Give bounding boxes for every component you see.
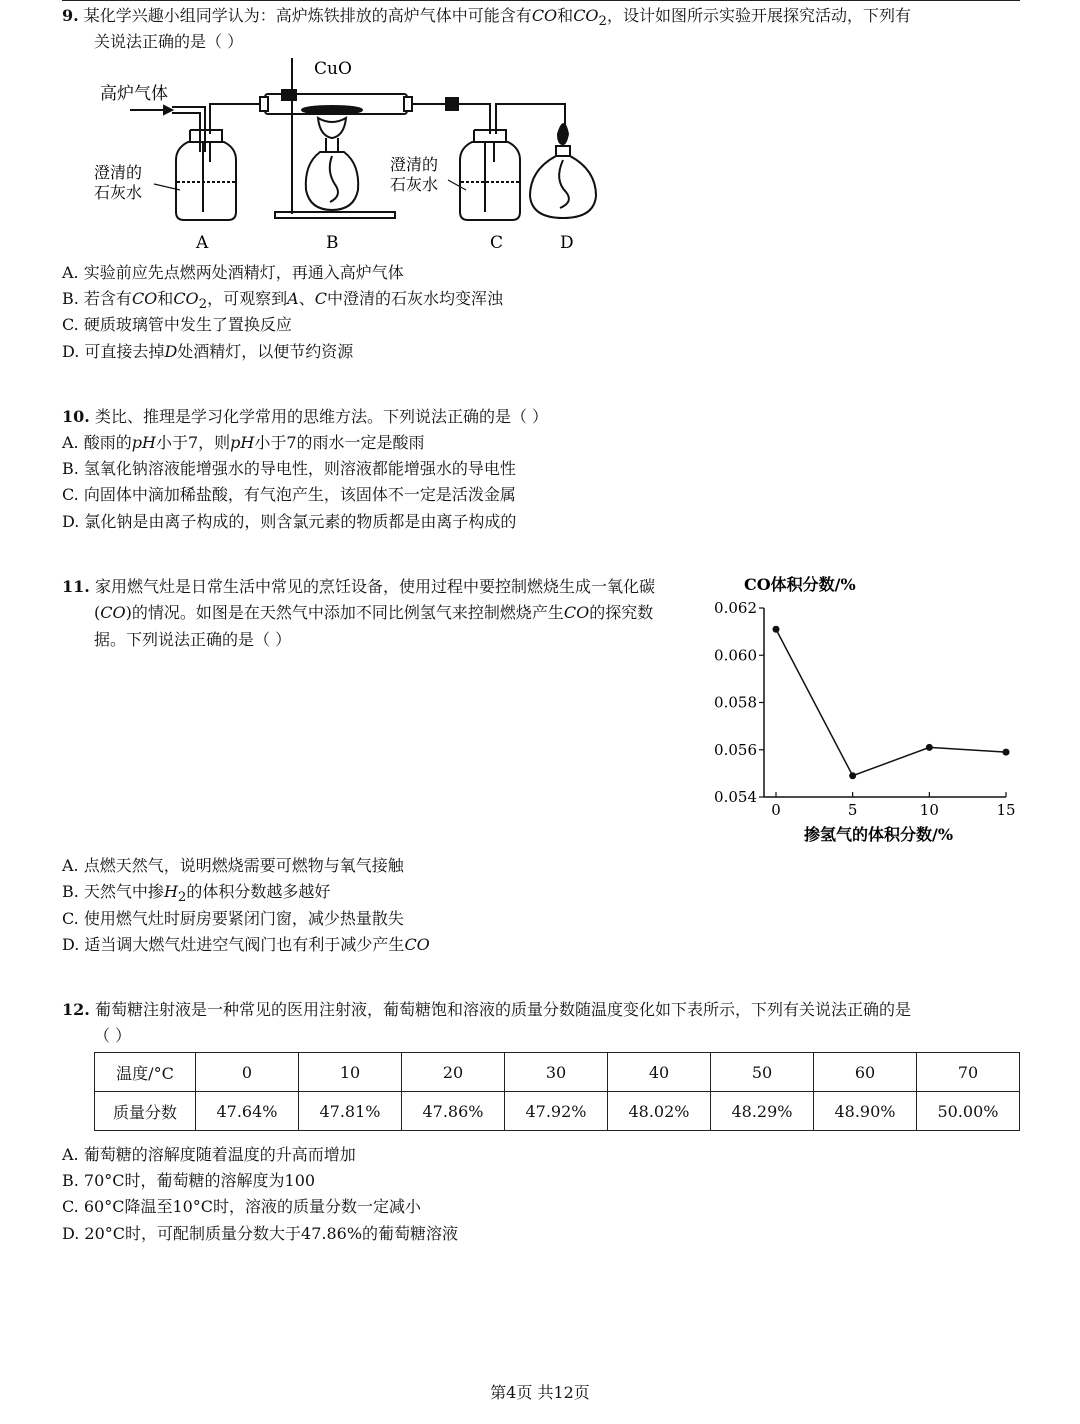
q12-option-a: A. 葡萄糖的溶解度随着温度的升高而增加 [62,1145,356,1164]
page-footer: 第4页 共12页 [490,1383,590,1402]
stand-base [275,212,395,218]
q11-number: 11. [62,577,90,596]
arrow-head [164,106,172,114]
q9-stem-line1 [62,5,911,33]
q9-b-a: A [287,289,299,308]
q10-option-b: B. 氢氧化钠溶液能增强水的导电性，则溶液都能增强水的导电性 [62,459,516,478]
flame-b [318,118,346,138]
q9-option-b [62,288,503,316]
q10-option-c: C. 向固体中滴加稀盐酸，有气泡产生，该固体不一定是活泼金属 [62,485,516,504]
table-cell: 10 [299,1053,402,1092]
cuo-label: CuO [314,59,352,79]
table-cell: 48.29% [711,1092,814,1131]
chart-ylabel: CO体积分数/% [744,575,856,594]
q10-option-a [62,432,425,454]
q12-option-c: C. 60°C降温至10°C时，溶液的质量分数一定减小 [62,1197,422,1216]
q9-b-text3: 中澄清的石灰水均变浑浊 [327,289,504,308]
table-cell: 47.81% [299,1092,402,1131]
q11-option-b [62,881,330,909]
q9-and: 和 [557,6,574,25]
label-a: A [196,233,209,253]
q12-option-b: B. 70°C时，葡萄糖的溶解度为100 [62,1171,316,1190]
q11-b-h: H [163,882,178,901]
chart-y-tick-label: 0.054 [714,788,757,806]
table-cell: 50 [711,1053,814,1092]
q11-b-sub: 2 [177,890,187,906]
q10-option-d: D. 氯化钠是由离子构成的，则含氯元素的物质都是由离子构成的 [62,512,517,531]
cuo-powder [302,106,362,114]
q12-stem-text1: 葡萄糖注射液是一种常见的医用注射液，葡萄糖饱和溶液的质量分数随温度变化如下表所示，下列有关说法正确的是 [94,1000,911,1019]
q9-co2: CO [573,6,599,25]
q11-d-text1: D. 适当调大燃气灶进空气阀门也有利于减少产生 [62,935,405,954]
top-rule [62,0,1020,1]
q9-option-c: C. 硬质玻璃管中发生了置换反应 [62,315,292,334]
table-header-temperature: 温度/°C [95,1053,196,1092]
q10-stem-text: 类比、推理是学习化学常用的思维方法。下列说法正确的是（ ） [94,407,549,426]
q11-stem-text2: )的情况。如图是在天然气中添加不同比例氢气来控制燃烧产生 [125,603,564,622]
q9-co: CO [531,6,558,25]
chart-data-point [1003,749,1010,756]
q10-stem [62,406,548,428]
q11-option-c: C. 使用燃气灶时厨房要紧闭门窗，减少热量散失 [62,909,404,928]
q11-option-a: A. 点燃天然气，说明燃烧需要可燃物与氧气接触 [62,856,404,875]
label-c: C [490,233,504,253]
chart-y-tick-label: 0.060 [714,646,757,665]
q9-b-co: CO [131,289,158,308]
q11-d-co: CO [404,935,430,954]
q9-d-d: D [164,342,178,361]
q11-paren: ( [94,603,101,622]
table-row-temperature [95,1053,1020,1092]
table-cell: 20 [402,1053,505,1092]
limewater-label-c-2: 石灰水 [390,175,439,194]
table-cell: 30 [505,1053,608,1092]
chart-y-tick-label: 0.062 [714,599,757,617]
q9-number: 9. [62,6,79,25]
q11-b-text2: 的体积分数越多越好 [186,882,331,901]
table-row-fraction [95,1092,1020,1131]
q9-b-and: 和 [157,289,174,308]
table-cell: 48.90% [814,1092,917,1131]
q11-line-chart [706,570,1026,850]
q11-stem-line2 [94,602,653,624]
limewater-label-a-1: 澄清的 [94,163,143,182]
table-cell: 47.86% [402,1092,505,1131]
q11-stem-text1: 家用燃气灶是日常生活中常见的烹饪设备，使用过程中要控制燃烧生成一氧化碳 [94,577,655,596]
chart-y-tick-label: 0.058 [714,693,757,712]
q9-b-text2: ，可观察到 [207,289,288,308]
q9-stem-text-b: ，设计如图所示实验开展探究活动，下列有 [607,6,912,25]
chart-data-point [773,626,780,633]
chart-data-point [849,772,856,779]
q9-option-a: A. 实验前应先点燃两处酒精灯，再通入高炉气体 [62,263,404,282]
q11-stem-text3: 的探究数 [589,603,654,622]
chart-series-line [776,629,1006,775]
q11-stem-line3: 据。下列说法正确的是（ ） [94,630,292,649]
table-cell: 70 [917,1053,1020,1092]
q10-a-text3: 小于7的雨水一定是酸雨 [254,433,425,452]
q10-a-text1: A. 酸雨的 [62,433,132,452]
q10-a-text2: 小于7，则 [155,433,231,452]
table-cell: 47.64% [196,1092,299,1131]
q11-stem-line1 [62,576,655,598]
q12-stem-line2: （ ） [94,1026,132,1045]
q11-option-d [62,934,430,956]
q12-option-d: D. 20°C时，可配制质量分数大于47.86%的葡萄糖溶液 [62,1224,459,1243]
label-b: B [326,233,339,253]
gas-label: 高炉气体 [100,84,168,104]
label-d: D [560,233,574,253]
table-cell: 40 [608,1053,711,1092]
limewater-label-c-1: 澄清的 [390,155,439,174]
table-cell: 47.92% [505,1092,608,1131]
q9-apparatus-figure [80,52,620,257]
chart-x-tick-label: 5 [847,801,858,819]
table-cell: 50.00% [917,1092,1020,1131]
q9-option-d [62,341,353,363]
chart-x-tick-label: 15 [996,801,1016,819]
q11-co: CO [100,603,126,622]
table-cell: 48.02% [608,1092,711,1131]
q12-number: 12. [62,1000,90,1019]
chart-xlabel: 掺氢气的体积分数/% [804,825,954,844]
q9-stem-line2: 关说法正确的是（ ） [94,32,244,51]
solubility-table [94,1052,1020,1131]
q10-a-ph2: pH [230,433,255,452]
table-cell: 0 [196,1053,299,1092]
q9-b-sep: 、 [298,289,315,308]
chart-data-point [926,744,933,751]
chart-x-tick-label: 10 [919,801,939,819]
q9-co2-sub: 2 [598,14,608,30]
chart-y-tick-label: 0.056 [714,740,757,759]
chart-x-tick-label: 0 [771,801,781,819]
q9-b-text1: B. 若含有 [62,289,132,308]
table-header-fraction: 质量分数 [95,1092,196,1131]
q10-number: 10. [62,407,90,426]
q10-a-ph: pH [131,433,156,452]
q9-b-sub: 2 [198,297,208,313]
q9-b-co2: CO [173,289,199,308]
q9-d-text1: D. 可直接去掉 [62,342,165,361]
limewater-label-a-2: 石灰水 [94,183,143,202]
q9-d-text2: 处酒精灯，以便节约资源 [177,342,354,361]
table-cell: 60 [814,1053,917,1092]
flame-d [558,124,568,144]
q12-stem-line1 [62,999,911,1021]
q9-stem-text-a: 某化学兴趣小组同学认为：高炉炼铁排放的高炉气体中可能含有 [83,6,532,25]
q11-b-text1: B. 天然气中掺 [62,882,164,901]
q9-b-c: C [314,289,327,308]
q11-co2: CO [563,603,590,622]
